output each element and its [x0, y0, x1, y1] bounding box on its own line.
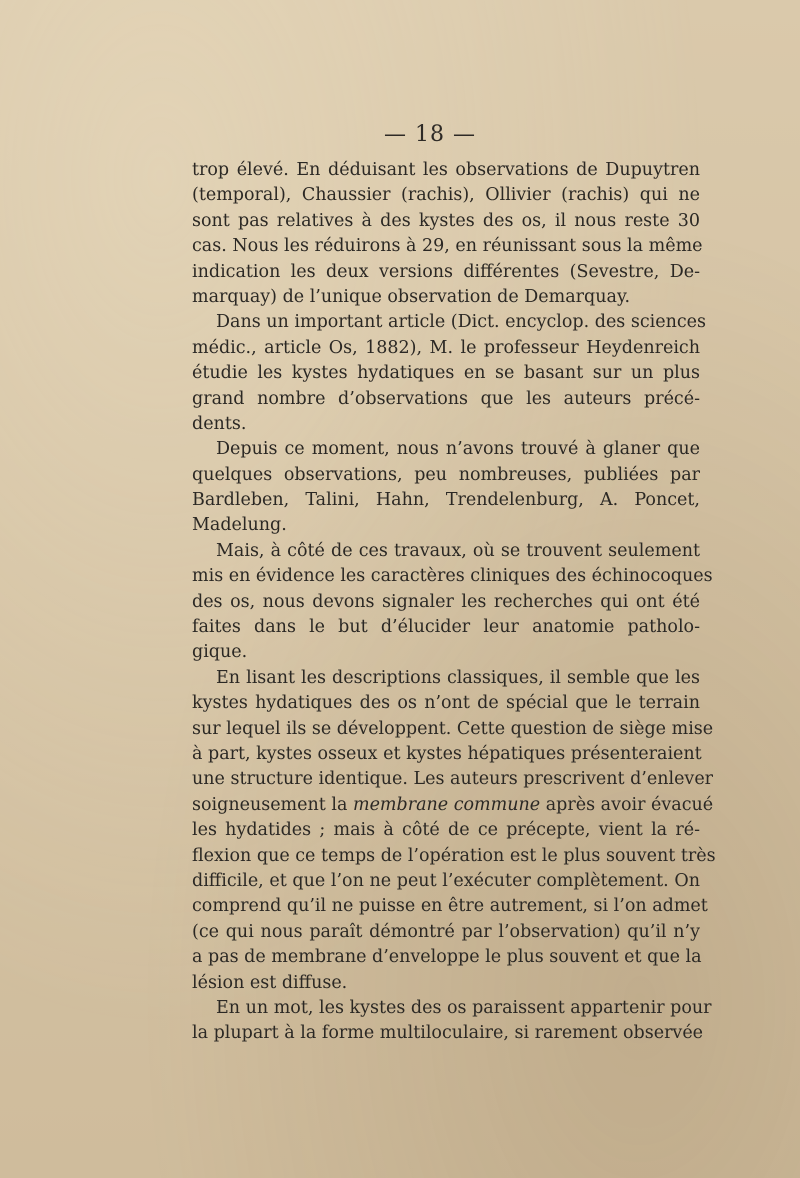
text-line: faites dans le but d’élucider leur anatomie patholo- — [192, 617, 700, 638]
text-fragment: soigneusement la — [192, 794, 348, 815]
text-line: a pas de membrane d’enveloppe le plus souvent et que la — [192, 947, 702, 968]
text-line: En un mot, les kystes des os paraissent appartenir pour — [216, 997, 712, 1018]
text-line: En lisant les descriptions classiques, il semble que les — [216, 667, 700, 688]
text-line: des os, nous devons signaler les recherches qui ont été — [192, 591, 700, 612]
text-line: Madelung. — [192, 515, 287, 536]
body-text — [192, 158, 716, 1047]
text-line: quelques observations, peu nombreuses, publiées par — [192, 464, 700, 485]
text-line: les hydatides ; mais à côté de ce précepte, vient la ré- — [192, 820, 700, 841]
text-line: lésion est diffuse. — [192, 972, 348, 993]
text-line: Depuis ce moment, nous n’avons trouvé à glaner que — [216, 439, 700, 460]
text-line: la plupart à la forme multiloculaire, si rarement observée — [192, 1023, 704, 1044]
text-line: indication les deux versions différentes (Sevestre, De- — [192, 261, 700, 282]
italic-term: membrane commune — [352, 794, 541, 815]
text-line: mis en évidence les caractères cliniques des échinocoques — [192, 566, 713, 587]
text-line: (ce qui nous paraît démontré par l’observation) qu’il n’y — [192, 921, 700, 942]
text-line: difficile, et que l’on ne peut l’exécuter complètement. On — [192, 870, 700, 891]
text-line: (temporal), Chaussier (rachis), Ollivier (rachis) qui ne — [192, 185, 700, 206]
text-line: une structure identique. Les auteurs prescrivent d’enlever — [192, 769, 714, 790]
text-line: comprend qu’il ne puisse en être autrement, si l’on admet — [192, 896, 708, 917]
text-line: étudie les kystes hydatiques en se basant sur un plus — [192, 363, 700, 384]
text-line-mixed — [192, 793, 714, 818]
text-line: Bardleben, Talini, Hahn, Trendelenburg, A. Poncet, — [192, 490, 700, 511]
text-line: sont pas relatives à des kystes des os, il nous reste 30 — [192, 210, 700, 231]
text-line: trop élevé. En déduisant les observations de Dupuytren — [192, 160, 700, 180]
text-line: sur lequel ils se développent. Cette question de siège mise — [192, 718, 714, 739]
text-line: médic., article Os, 1882), M. le professeur Heydenreich — [192, 337, 700, 358]
text-line: flexion que ce temps de l’opération est le plus souvent très — [192, 845, 716, 866]
text-line: grand nombre d’observations que les auteurs précé- — [192, 388, 700, 409]
text-line: gique. — [192, 642, 248, 663]
text-line: Mais, à côté de ces travaux, où se trouvent seulement — [216, 540, 700, 561]
text-fragment: après avoir évacué — [545, 794, 714, 815]
page-number: — 18 — — [384, 122, 476, 147]
text-line: cas. Nous les réduirons à 29, en réunissant sous la même — [192, 236, 703, 257]
text-line: à part, kystes osseux et kystes hépatiques présenteraient — [192, 743, 702, 764]
text-line: dents. — [192, 413, 247, 434]
text-line: Dans un important article (Dict. encyclop. des sciences — [216, 312, 706, 333]
text-line: kystes hydatiques des os n’ont de spécial que le terrain — [192, 693, 700, 714]
text-line: marquay) de l’unique observation de Demarquay. — [192, 286, 631, 307]
